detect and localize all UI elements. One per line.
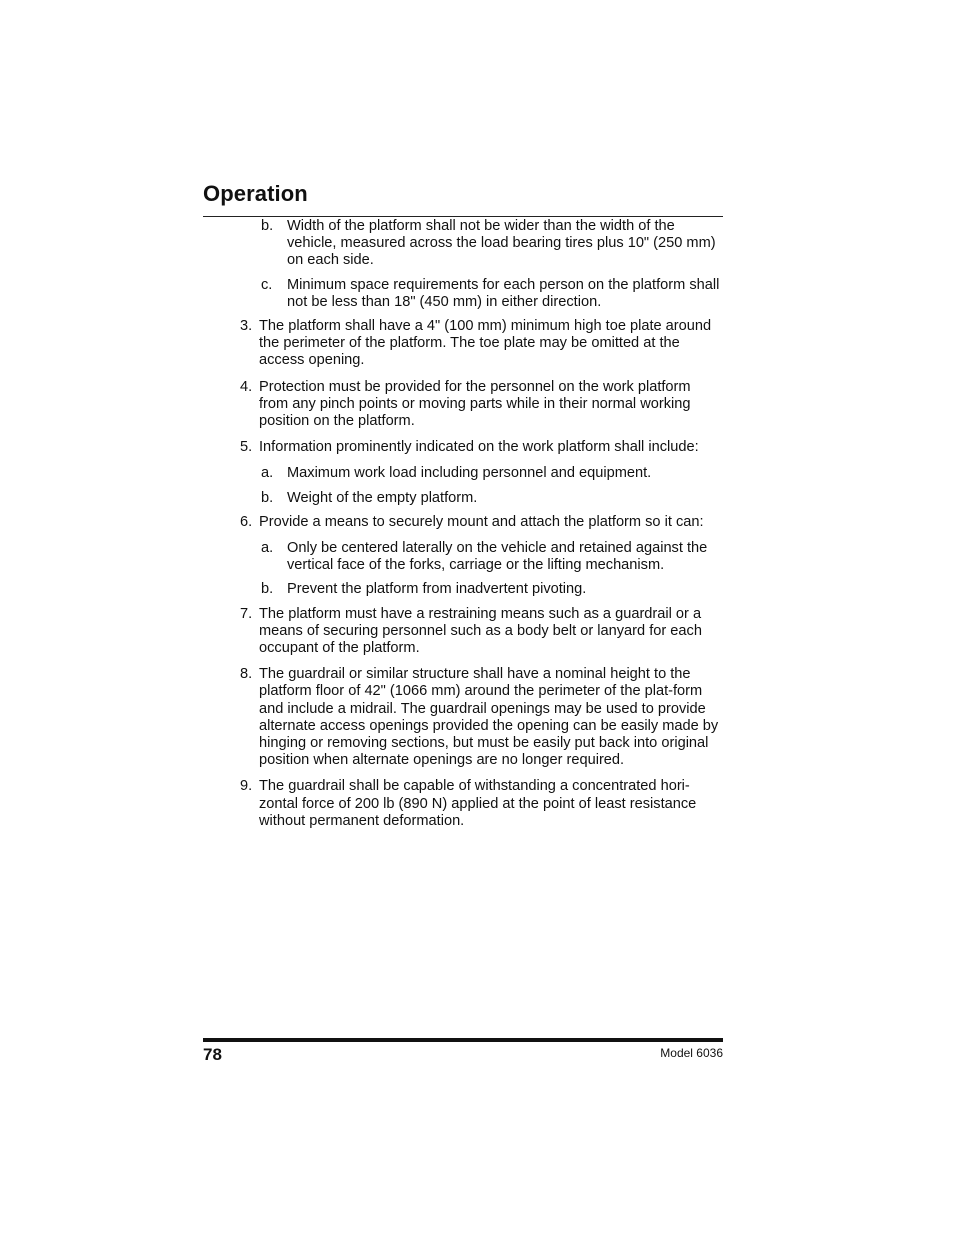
model-label: Model 6036	[660, 1046, 723, 1060]
page-number: 78	[203, 1045, 222, 1064]
list-marker: 3.	[240, 318, 253, 335]
list-item-5a	[203, 465, 723, 482]
list-item-3	[203, 318, 723, 370]
list-marker: 5.	[240, 439, 253, 456]
title-rule	[203, 216, 723, 217]
list-item-text: Width of the platform shall not be wider than the width of the vehicle, measured across the load bearing tires plus 10" (250 mm) on each side.	[287, 218, 716, 269]
list-item-text: Information prominently indicated on the work platform shall include:	[259, 439, 699, 456]
list-item-text: Maximum work load including personnel and equipment.	[287, 465, 652, 482]
list-item-6	[203, 514, 723, 531]
list-item-text: The guardrail or similar structure shall have a nominal height to the platform floor of 42" (1066 mm) around the perimeter of the plat-form and include a midrail. The guardrail openings may be used to provide alternate access openings provided the opening can be easily made by hinging or removing sections, but must be easily put back into original position when alternate openings are no longer required.	[259, 666, 719, 769]
list-item-text: The platform must have a restraining means such as a guardrail or a means of securing personnel such as a body belt or lanyard for each occupant of the platform.	[259, 605, 702, 657]
list-item-text: The platform shall have a 4" (100 mm) minimum high toe plate around the perimeter of the platform. The toe plate may be omitted at the access opening.	[259, 318, 712, 369]
list-item-text: The guardrail shall be capable of withstanding a concentrated hori-zontal force of 200 lb (890 N) applied at the point of least resistance without permanent deformation.	[259, 778, 697, 829]
list-marker: 8.	[240, 666, 253, 683]
list-item-c-space	[203, 277, 723, 311]
list-marker: b.	[261, 581, 274, 598]
list-item-4	[203, 379, 723, 431]
list-item-8	[203, 666, 723, 769]
list-item-text: Provide a means to securely mount and attach the platform so it can:	[259, 513, 704, 530]
list-item-text: Minimum space requirements for each person on the platform shall not be less than 18" (450 mm) in either direction.	[287, 276, 720, 310]
list-item-5b	[203, 490, 723, 507]
list-marker: c.	[261, 276, 273, 293]
list-item-text: Protection must be provided for the personnel on the work platform from any pinch points or moving parts while in their normal working position on the platform.	[259, 378, 691, 430]
list-item-6a	[203, 540, 723, 574]
list-marker: 7.	[240, 605, 253, 622]
section-title: Operation	[203, 181, 308, 206]
list-item-text: Prevent the platform from inadvertent pivoting.	[287, 581, 587, 598]
list-marker: a.	[261, 540, 274, 557]
list-marker: b.	[261, 218, 274, 234]
list-item-7	[203, 606, 723, 658]
list-marker: 9.	[240, 778, 253, 795]
list-item-5	[203, 439, 723, 456]
footer-rule	[203, 1038, 723, 1042]
list-item-6b	[203, 581, 723, 598]
list-marker: 4.	[240, 378, 253, 395]
page-content	[203, 218, 723, 839]
list-item-text: Only be centered laterally on the vehicle and retained against the vertical face of the forks, carriage or the lifting mechanism.	[287, 540, 708, 574]
list-item-b-width	[203, 218, 723, 270]
list-marker: b.	[261, 489, 274, 506]
list-marker: 6.	[240, 513, 253, 530]
list-item-9	[203, 778, 723, 830]
list-item-text: Weight of the empty platform.	[287, 489, 478, 506]
list-marker: a.	[261, 465, 274, 482]
